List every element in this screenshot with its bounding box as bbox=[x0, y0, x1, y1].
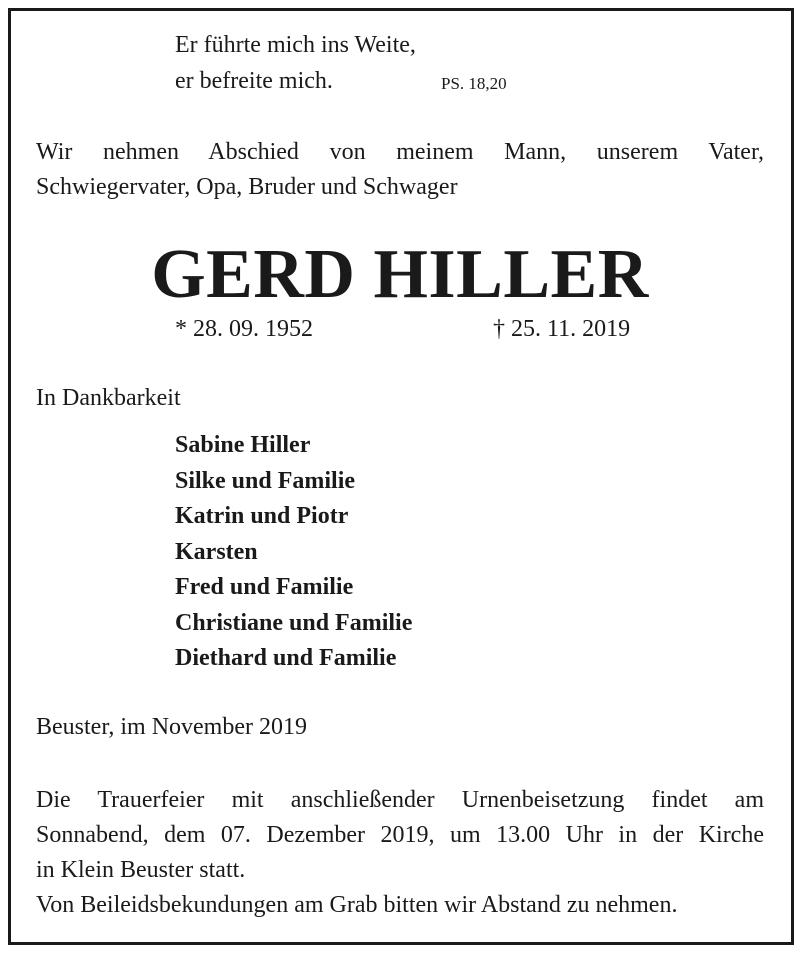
mourner-name: Fred und Familie bbox=[175, 574, 354, 600]
mourner-name: Sabine Hiller bbox=[175, 432, 311, 458]
funeral-line-4: Von Beileidsbekundungen am Grab bitten wir Abstand zu nehmen. bbox=[36, 892, 678, 918]
verse-line-2: er befreite mich. bbox=[175, 68, 333, 94]
funeral-info bbox=[36, 783, 764, 923]
birth-date: * 28. 09. 1952 bbox=[175, 316, 313, 342]
mourner-name: Katrin und Piotr bbox=[175, 503, 349, 529]
mourner-name: Diethard und Familie bbox=[175, 645, 397, 671]
verse-reference: PS. 18,20 bbox=[441, 74, 507, 93]
gratitude-line: In Dankbarkeit bbox=[36, 385, 181, 411]
mourners-list bbox=[175, 428, 412, 677]
intro-line-1: Wir nehmen Abschied von meinem Mann, unserem Vater, bbox=[36, 139, 764, 165]
mourner-name: Silke und Familie bbox=[175, 467, 356, 494]
mourner-name: Christiane und Familie bbox=[175, 609, 413, 636]
death-date: † 25. 11. 2019 bbox=[493, 316, 631, 342]
funeral-line-2: Sonnabend, dem 07. Dezember 2019, um 13.00 Uhr in der Kirche bbox=[36, 822, 764, 848]
funeral-line-3: in Klein Beuster statt. bbox=[36, 857, 246, 883]
deceased-name: GERD HILLER bbox=[151, 236, 649, 313]
funeral-line-1: Die Trauerfeier mit anschließender Urnenbeisetzung findet am bbox=[36, 787, 764, 813]
verse-line-1: Er führte mich ins Weite, bbox=[175, 32, 416, 58]
intro-text bbox=[36, 135, 764, 205]
intro-line-2: Schwiegervater, Opa, Bruder und Schwager bbox=[36, 174, 458, 200]
mourner-name: Karsten bbox=[175, 538, 258, 565]
place-date: Beuster, im November 2019 bbox=[36, 714, 307, 740]
